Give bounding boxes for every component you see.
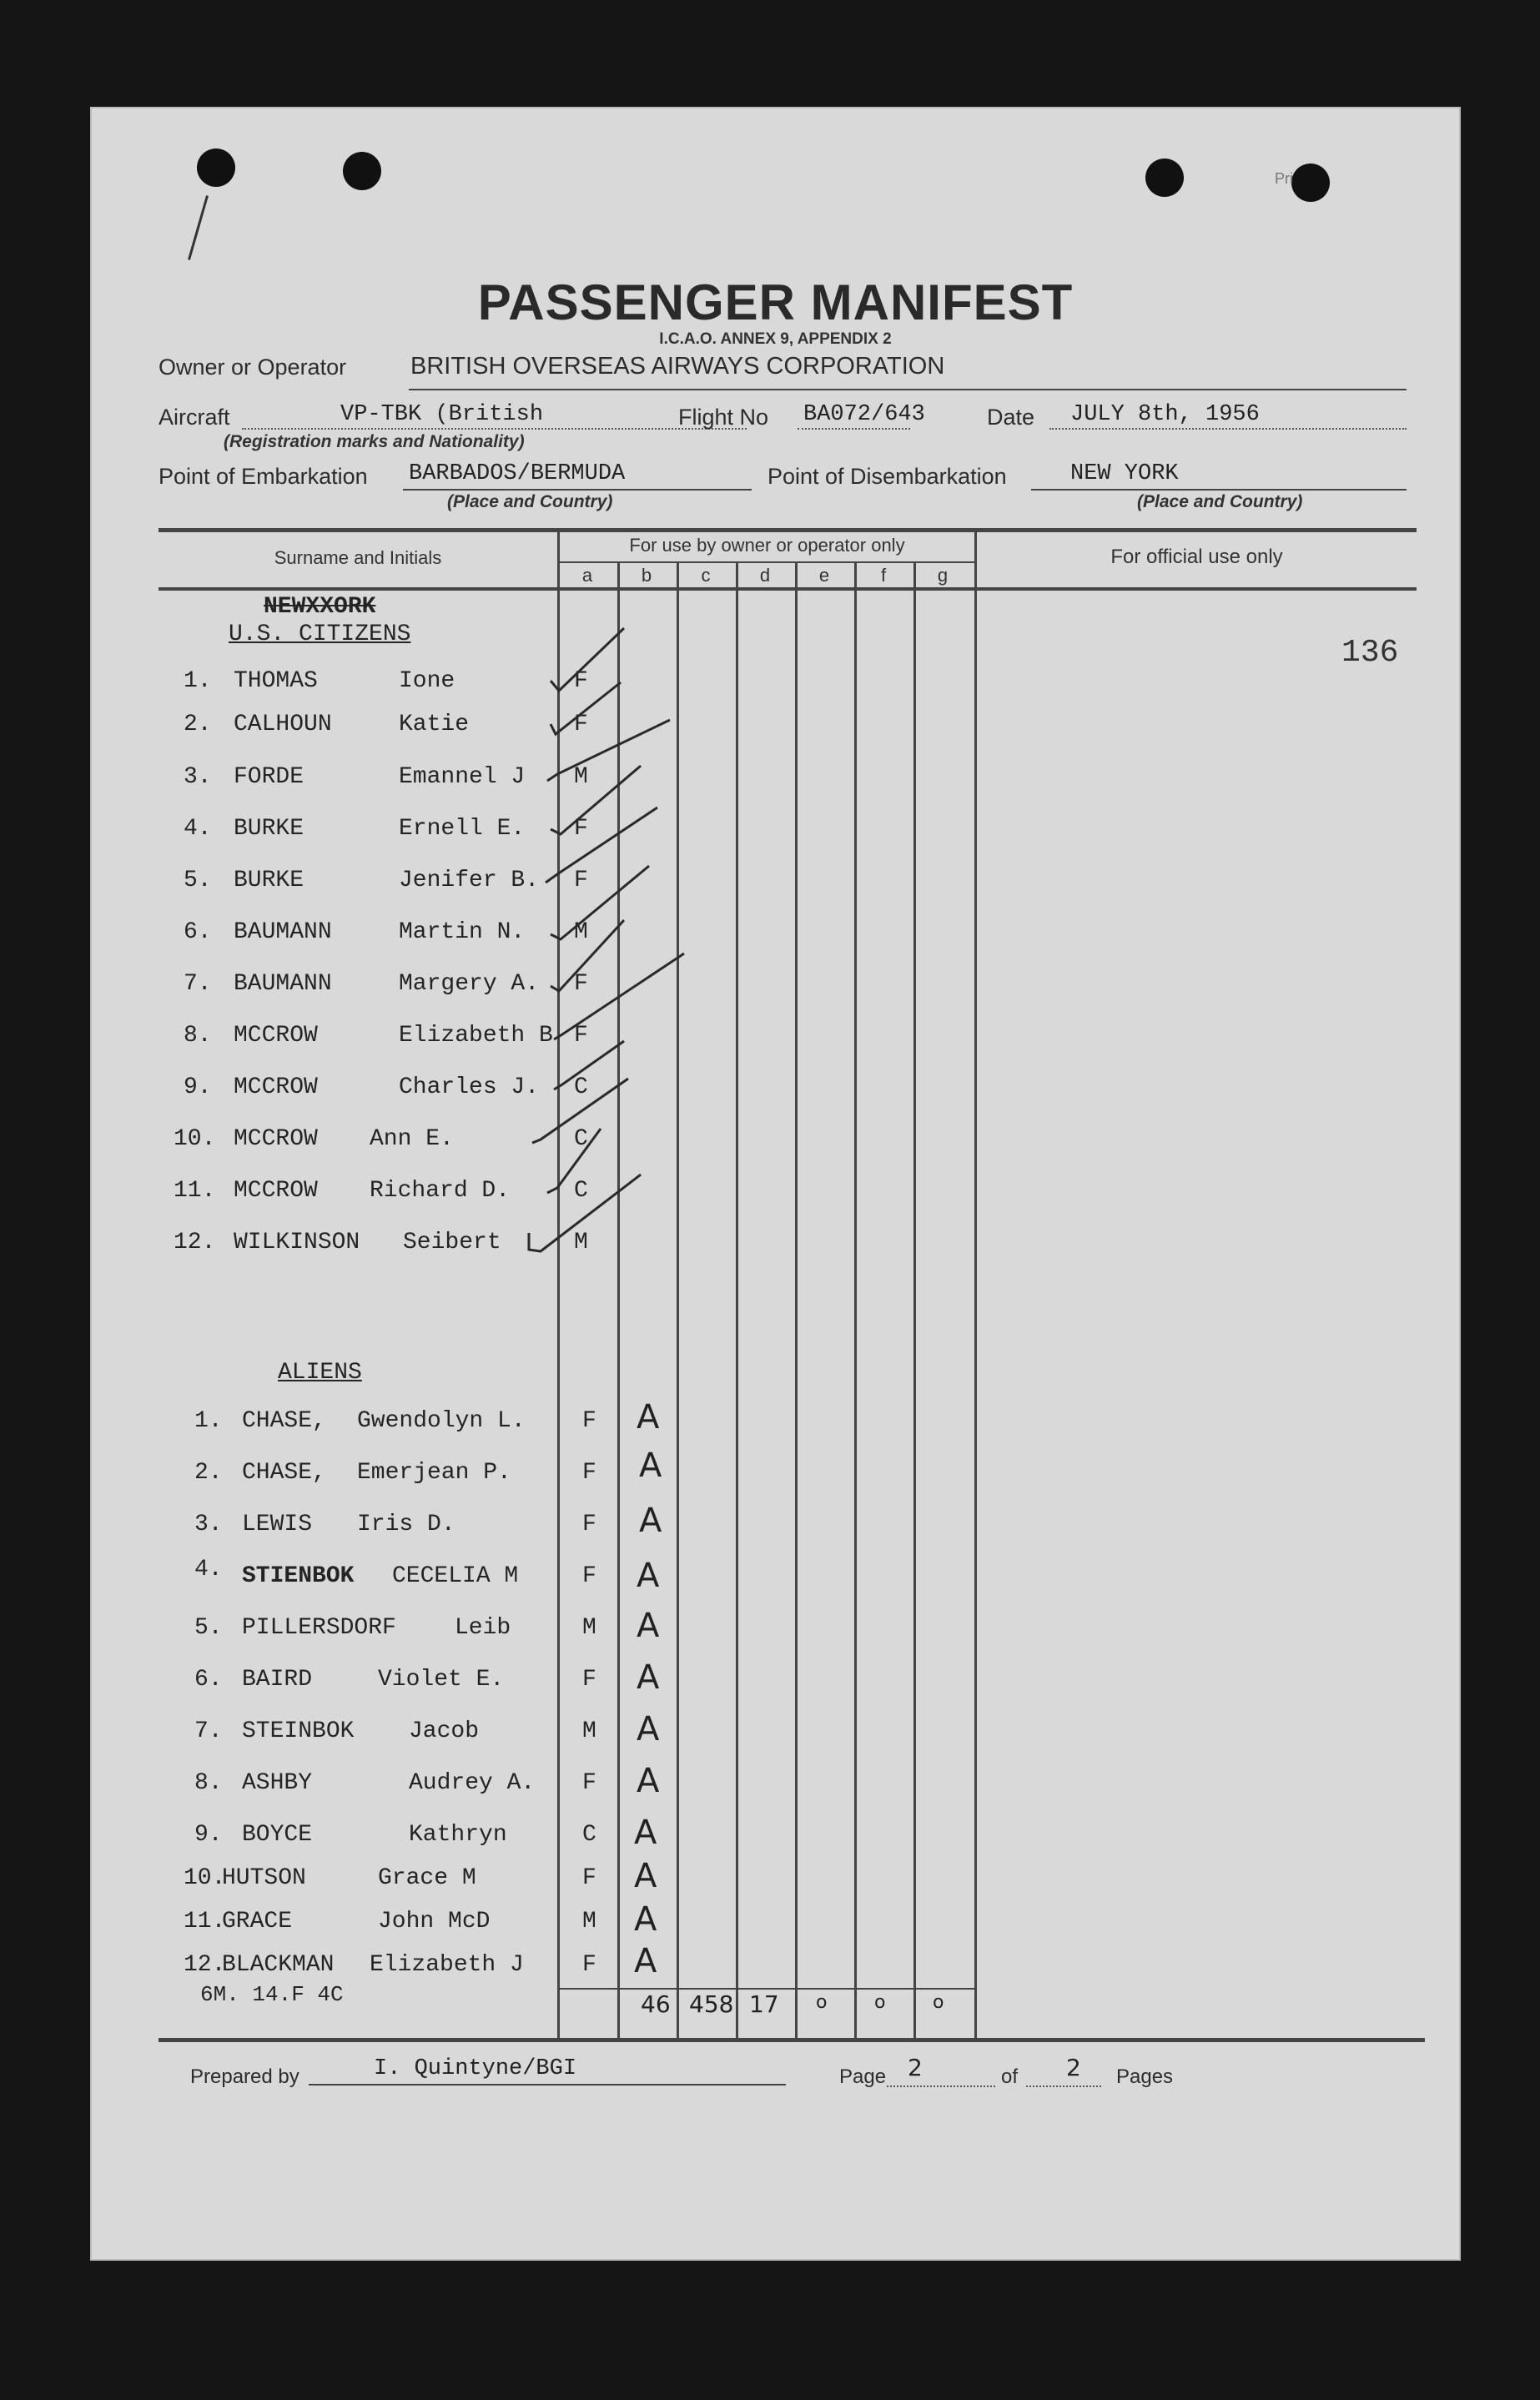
row-number: 9. [184, 1074, 212, 1100]
passenger-sex: M [582, 1718, 596, 1744]
passenger-sex: F [582, 1952, 596, 1978]
passenger-sex: C [574, 1074, 588, 1100]
passenger-given-name: Ernell E. [399, 816, 526, 842]
check-tick [547, 720, 670, 781]
pages-label: Pages [1116, 2065, 1174, 2088]
page-title: PASSENGER MANIFEST [477, 274, 1074, 330]
row-number: 2. [184, 712, 212, 737]
passenger-surname: STEINBOK [242, 1718, 355, 1744]
alien-mark: A [634, 1900, 657, 1939]
passenger-sex: F [574, 971, 588, 997]
passenger-sex: F [582, 1460, 596, 1486]
aircraft-label: Aircraft [159, 405, 230, 430]
passenger-given-name: Emannel J [399, 764, 526, 790]
row-number: 8. [184, 1023, 212, 1049]
passenger-sex: F [574, 1023, 588, 1049]
check-tick [529, 1175, 641, 1251]
page-label: Page [839, 2065, 887, 2088]
passenger-given-name: Jacob [409, 1718, 480, 1744]
check-tick [551, 766, 641, 834]
col-letter: a [581, 565, 593, 586]
aircraft-value: VP-TBK (British [340, 402, 544, 427]
col-letter: d [759, 565, 771, 586]
passenger-given-name: Elizabeth B [399, 1023, 553, 1049]
of-label: of [1001, 2065, 1019, 2088]
row-number: 1. [184, 668, 212, 694]
row-number: 5. [184, 868, 212, 893]
page-value: 2 [908, 2054, 923, 2081]
passenger-given-name: Gwendolyn L. [357, 1408, 526, 1434]
passenger-sex: F [582, 1512, 596, 1537]
row-number: 12. [184, 1952, 226, 1978]
passenger-sex: C [574, 1178, 588, 1204]
passenger-given-name: Ann E. [370, 1126, 454, 1152]
passenger-given-name: Charles J. [399, 1074, 540, 1100]
passenger-given-name: Grace M [378, 1865, 476, 1891]
us-citizens-heading: U.S. CITIZENS [229, 621, 411, 647]
disembark-label: Point of Disembarkation [767, 464, 1007, 489]
passenger-sex: M [582, 1909, 596, 1935]
row-number: 7. [194, 1718, 223, 1744]
total-c: 458 [689, 1990, 734, 2018]
row-number: 12. [174, 1230, 216, 1255]
alien-mark: A [637, 1710, 660, 1748]
passenger-surname: MCCROW [234, 1178, 318, 1204]
passenger-surname: MCCROW [234, 1023, 318, 1049]
passenger-given-name: Leib [455, 1615, 511, 1641]
row-number: 10. [184, 1865, 226, 1891]
passenger-given-name: Iris D. [357, 1512, 455, 1537]
disembark-note: (Place and Country) [1137, 492, 1303, 511]
page-subtitle: I.C.A.O. ANNEX 9, APPENDIX 2 [659, 330, 892, 348]
handwritten-ticks [90, 107, 1461, 2261]
prepared-value: I. Quintyne/BGI [374, 2056, 577, 2081]
passenger-surname: WILKINSON [234, 1230, 360, 1255]
total-g: o [933, 1992, 944, 2013]
row-number: 7. [184, 971, 212, 997]
passenger-given-name: Katie [399, 712, 470, 737]
passenger-surname: CALHOUN [234, 712, 332, 737]
owner-label: Owner or Operator [159, 355, 347, 380]
passenger-surname: BAUMANN [234, 971, 332, 997]
passenger-surname: BAUMANN [234, 919, 332, 945]
passenger-sex: C [582, 1822, 596, 1848]
alien-mark: A [637, 1658, 660, 1697]
date-label: Date [987, 405, 1035, 430]
row-number: 8. [194, 1770, 223, 1796]
passenger-given-name: Emerjean P. [357, 1460, 511, 1486]
date-value: JULY 8th, 1956 [1070, 402, 1260, 427]
passenger-sex: M [574, 919, 588, 945]
alien-mark: A [639, 1447, 662, 1485]
passenger-given-name: Audrey A. [409, 1770, 536, 1796]
official-number: 136 [1341, 635, 1399, 671]
col-letter: c [701, 565, 711, 586]
owner-value: BRITISH OVERSEAS AIRWAYS CORPORATION [410, 353, 945, 380]
passenger-sex: F [574, 868, 588, 893]
row-number: 4. [194, 1557, 223, 1582]
total-e: o [816, 1992, 828, 2013]
alien-mark: A [639, 1502, 662, 1540]
passenger-given-name: Violet E. [378, 1667, 505, 1693]
alien-mark: A [637, 1607, 660, 1645]
passenger-given-name: Martin N. [399, 919, 526, 945]
passenger-surname: THOMAS [234, 668, 318, 694]
col-letter: g [937, 565, 949, 586]
alien-mark: A [637, 1762, 660, 1800]
passenger-surname: ASHBY [242, 1770, 313, 1796]
total-b: 46 [641, 1990, 671, 2018]
check-tick [547, 1129, 601, 1193]
total-f: o [874, 1992, 886, 2013]
passenger-sex: M [574, 764, 588, 790]
passenger-sex: F [574, 668, 588, 694]
passenger-given-name: Seibert [403, 1230, 501, 1255]
passenger-surname: PILLERSDORF [242, 1615, 396, 1641]
aircraft-note: (Registration marks and Nationality) [224, 432, 525, 451]
passenger-given-name: Kathryn [409, 1822, 507, 1848]
passenger-surname: BAIRD [242, 1667, 313, 1693]
passenger-given-name: Elizabeth J [370, 1952, 524, 1978]
total-pages-value: 2 [1066, 2054, 1081, 2081]
manifest-sheet [90, 107, 1461, 2261]
row-number: 6. [194, 1667, 223, 1693]
alien-mark: A [634, 1814, 657, 1852]
row-number: 3. [184, 764, 212, 790]
total-d: 17 [749, 1990, 779, 2018]
passenger-surname: BLACKMAN [222, 1952, 335, 1978]
passenger-surname: HUTSON [222, 1865, 306, 1891]
row-number: 3. [194, 1512, 223, 1537]
passenger-surname: MCCROW [234, 1126, 318, 1152]
row-number: 6. [184, 919, 212, 945]
passenger-surname: BURKE [234, 816, 304, 842]
passenger-sex: C [574, 1126, 588, 1152]
passenger-sex: M [582, 1615, 596, 1641]
col-owner-header: For use by owner or operator only [629, 535, 905, 556]
totals-summary: 6M. 14.F 4C [200, 1982, 344, 2007]
col-letter: f [880, 565, 887, 586]
row-number: 1. [194, 1408, 223, 1434]
corner-faint-text: Pri [1275, 170, 1293, 187]
col-official-header: For official use only [1110, 546, 1283, 568]
alien-mark: A [634, 1857, 657, 1895]
passenger-surname: CHASE, [242, 1408, 326, 1434]
passenger-sex: F [582, 1667, 596, 1693]
row-number: 9. [194, 1822, 223, 1848]
passenger-sex: F [582, 1408, 596, 1434]
row-number: 11. [174, 1178, 216, 1204]
passenger-given-name: Richard D. [370, 1178, 511, 1204]
passenger-given-name: Margery A. [399, 971, 540, 997]
embark-value: BARBADOS/BERMUDA [409, 461, 626, 486]
flight-label: Flight No [678, 405, 769, 430]
passenger-sex: F [582, 1563, 596, 1589]
crossed-heading: NEWXXORK [264, 594, 376, 620]
embark-label: Point of Embarkation [159, 464, 368, 489]
check-tick [554, 953, 684, 1039]
passenger-surname: MCCROW [234, 1074, 318, 1100]
passenger-surname: FORDE [234, 764, 304, 790]
check-tick [551, 628, 624, 691]
check-tick [551, 920, 624, 991]
alien-mark: A [634, 1942, 657, 1980]
passenger-given-name: Jenifer B. [399, 868, 540, 893]
col-letter: e [818, 565, 830, 586]
passenger-given-name: CECELIA M [392, 1563, 519, 1589]
passenger-sex: M [574, 1230, 588, 1255]
passenger-surname: GRACE [222, 1909, 293, 1935]
passenger-surname: CHASE, [242, 1460, 326, 1486]
alien-mark: A [637, 1557, 660, 1595]
passenger-given-name: John McD [378, 1909, 491, 1935]
col-letter: b [641, 565, 652, 586]
passenger-given-name: Ione [399, 668, 455, 694]
disembark-value: NEW YORK [1070, 461, 1179, 486]
passenger-surname: LEWIS [242, 1512, 313, 1537]
aliens-heading: ALIENS [278, 1360, 362, 1386]
row-number: 4. [184, 816, 212, 842]
col-surname-header: Surname and Initials [274, 547, 442, 568]
flight-value: BA072/643 [803, 402, 925, 427]
passenger-sex: F [582, 1770, 596, 1796]
passenger-sex: F [574, 712, 588, 737]
check-tick [551, 866, 649, 939]
passenger-surname: BOYCE [242, 1822, 313, 1848]
check-tick [554, 1041, 624, 1089]
embark-note: (Place and Country) [447, 492, 613, 511]
passenger-surname: STIENBOK [242, 1563, 355, 1589]
row-number: 5. [194, 1615, 223, 1641]
row-number: 10. [174, 1126, 216, 1152]
passenger-sex: F [582, 1865, 596, 1891]
prepared-label: Prepared by [190, 2065, 299, 2088]
check-tick [532, 1079, 628, 1143]
row-number: 2. [194, 1460, 223, 1486]
passenger-surname: BURKE [234, 868, 304, 893]
row-number: 11. [184, 1909, 226, 1935]
alien-mark: A [637, 1398, 660, 1436]
passenger-sex: F [574, 816, 588, 842]
